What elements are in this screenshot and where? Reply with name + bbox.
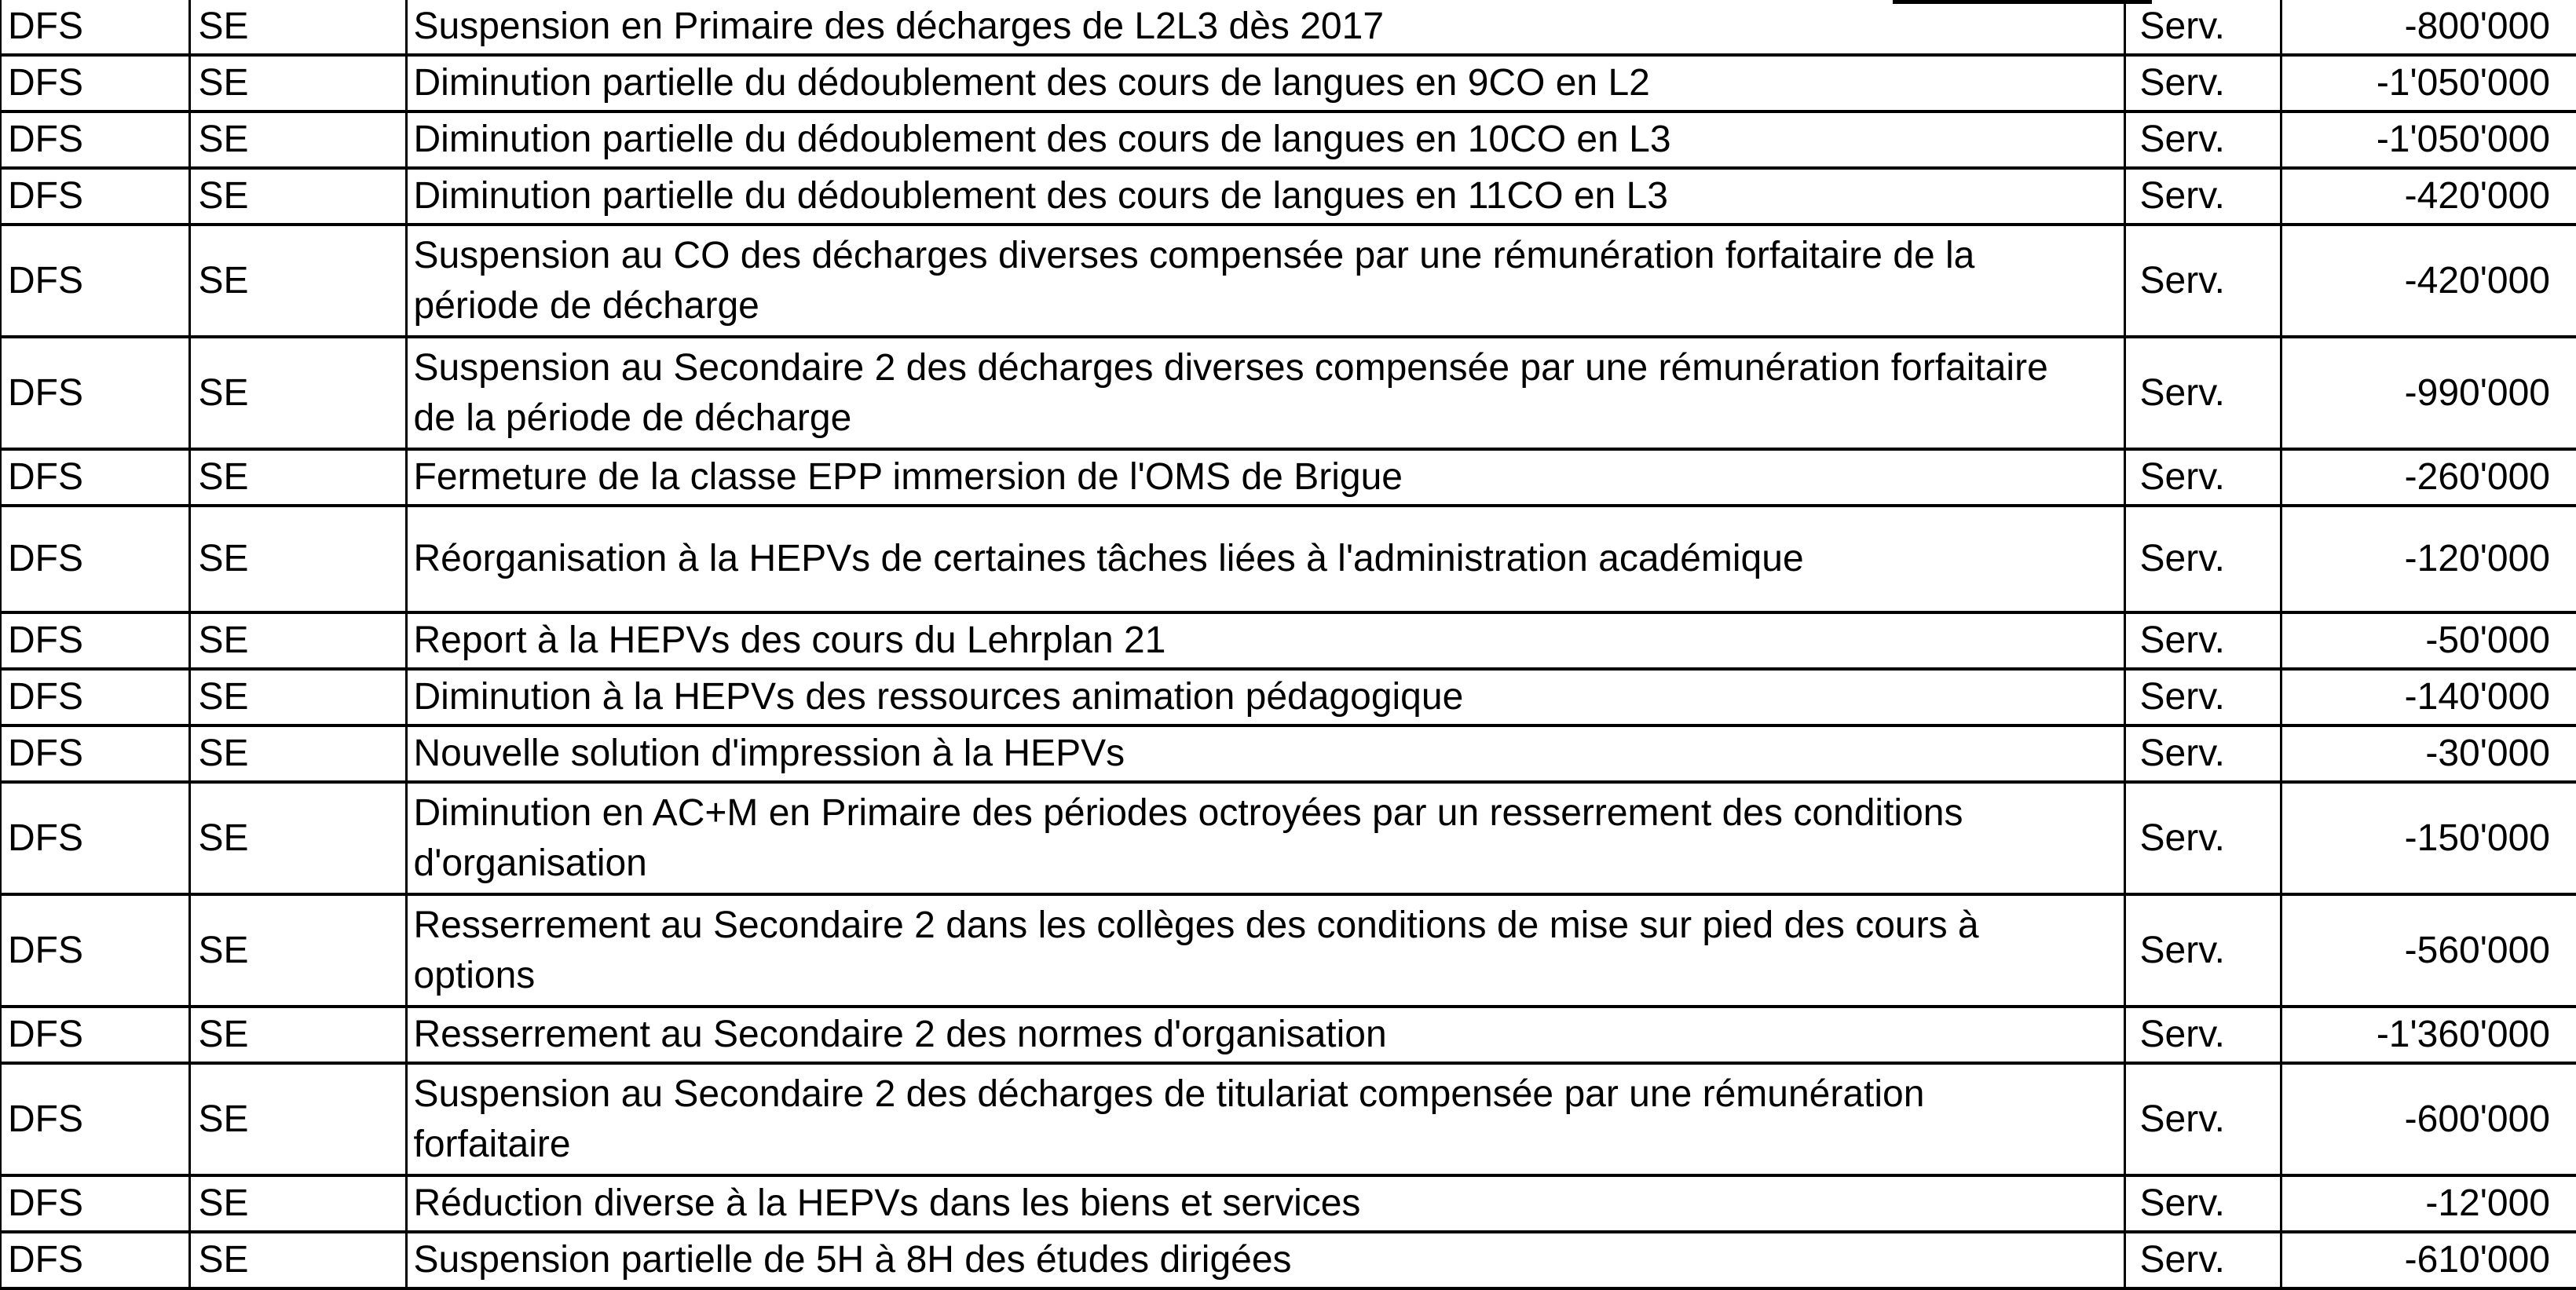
category-cell: Serv. [2124, 55, 2281, 111]
category-cell: Serv. [2124, 1175, 2281, 1232]
service-cell: SE [189, 894, 406, 1007]
description-cell: Nouvelle solution d'impression à la HEPVs [406, 725, 2124, 782]
amount-cell: -140'000 [2281, 669, 2576, 725]
service-cell: SE [189, 449, 406, 506]
department-cell: DFS [1, 168, 189, 225]
description-cell: Réorganisation à la HEPVs de certaines tâches liées à l'administration académique [406, 506, 2124, 612]
amount-cell: -120'000 [2281, 506, 2576, 612]
description-cell: Diminution partielle du dédoublement des cours de langues en 9CO en L2 [406, 55, 2124, 111]
category-cell: Serv. [2124, 894, 2281, 1007]
category-cell: Serv. [2124, 1232, 2281, 1288]
table-row [1, 1007, 2576, 1063]
description-cell: Diminution partielle du dédoublement des cours de langues en 10CO en L3 [406, 111, 2124, 168]
category-cell: Serv. [2124, 168, 2281, 225]
department-cell: DFS [1, 782, 189, 894]
amount-cell: -610'000 [2281, 1232, 2576, 1288]
category-cell: Serv. [2124, 782, 2281, 894]
department-cell: DFS [1, 894, 189, 1007]
service-cell: SE [189, 782, 406, 894]
amount-cell: -260'000 [2281, 449, 2576, 506]
category-cell: Serv. [2124, 612, 2281, 669]
description-cell: Diminution en AC+M en Primaire des périodes octroyées par un resserrement des conditions d'organisation [406, 782, 2124, 894]
service-cell: SE [189, 1175, 406, 1232]
description-cell: Suspension au CO des décharges diverses compensée par une rémunération forfaitaire de la période de décharge [406, 225, 2124, 337]
table-row [1, 1175, 2576, 1232]
amount-cell: -560'000 [2281, 894, 2576, 1007]
description-cell: Suspension au Secondaire 2 des décharges diverses compensée par une rémunération forfaitaire de la période de décharge [406, 337, 2124, 449]
description-cell: Suspension en Primaire des décharges de L2L3 dès 2017 [406, 0, 2124, 55]
service-cell: SE [189, 1063, 406, 1175]
service-cell: SE [189, 1007, 406, 1063]
amount-cell: -420'000 [2281, 225, 2576, 337]
category-cell: Serv. [2124, 506, 2281, 612]
service-cell: SE [189, 0, 406, 55]
category-cell: Serv. [2124, 1063, 2281, 1175]
table-row [1, 782, 2576, 894]
department-cell: DFS [1, 0, 189, 55]
category-cell: Serv. [2124, 337, 2281, 449]
department-cell: DFS [1, 1175, 189, 1232]
department-cell: DFS [1, 111, 189, 168]
department-cell: DFS [1, 1007, 189, 1063]
service-cell: SE [189, 111, 406, 168]
table-row [1, 612, 2576, 669]
service-cell: SE [189, 612, 406, 669]
amount-cell: -800'000 [2281, 0, 2576, 55]
service-cell: SE [189, 55, 406, 111]
service-cell: SE [189, 225, 406, 337]
amount-cell: -12'000 [2281, 1175, 2576, 1232]
table-row [1, 225, 2576, 337]
amount-cell: -1'050'000 [2281, 111, 2576, 168]
table-row [1, 1232, 2576, 1288]
table-row [1, 725, 2576, 782]
service-cell: SE [189, 168, 406, 225]
category-cell: Serv. [2124, 225, 2281, 337]
description-cell: Report à la HEPVs des cours du Lehrplan 21 [406, 612, 2124, 669]
table-row [1, 111, 2576, 168]
amount-cell: -30'000 [2281, 725, 2576, 782]
description-cell: Resserrement au Secondaire 2 des normes d'organisation [406, 1007, 2124, 1063]
department-cell: DFS [1, 449, 189, 506]
table-row [1, 506, 2576, 612]
budget-table-body [1, 0, 2576, 1288]
table-row [1, 669, 2576, 725]
service-cell: SE [189, 506, 406, 612]
description-cell: Diminution partielle du dédoublement des cours de langues en 11CO en L3 [406, 168, 2124, 225]
table-row [1, 337, 2576, 449]
table-row [1, 0, 2576, 55]
table-row [1, 449, 2576, 506]
amount-cell: -990'000 [2281, 337, 2576, 449]
department-cell: DFS [1, 337, 189, 449]
category-cell: Serv. [2124, 669, 2281, 725]
amount-cell: -50'000 [2281, 612, 2576, 669]
category-cell: Serv. [2124, 111, 2281, 168]
amount-cell: -600'000 [2281, 1063, 2576, 1175]
description-cell: Suspension partielle de 5H à 8H des études dirigées [406, 1232, 2124, 1288]
department-cell: DFS [1, 725, 189, 782]
department-cell: DFS [1, 1063, 189, 1175]
amount-cell: -420'000 [2281, 168, 2576, 225]
table-row [1, 168, 2576, 225]
department-cell: DFS [1, 506, 189, 612]
description-cell: Réduction diverse à la HEPVs dans les biens et services [406, 1175, 2124, 1232]
category-cell: Serv. [2124, 0, 2281, 55]
service-cell: SE [189, 1232, 406, 1288]
category-cell: Serv. [2124, 449, 2281, 506]
description-cell: Suspension au Secondaire 2 des décharges de titulariat compensée par une rémunération forfaitaire [406, 1063, 2124, 1175]
amount-cell: -1'360'000 [2281, 1007, 2576, 1063]
table-row [1, 1063, 2576, 1175]
table-row [1, 894, 2576, 1007]
department-cell: DFS [1, 55, 189, 111]
department-cell: DFS [1, 1232, 189, 1288]
table-row [1, 55, 2576, 111]
amount-cell: -150'000 [2281, 782, 2576, 894]
cropped-row-border-fragment [1893, 0, 2152, 4]
category-cell: Serv. [2124, 725, 2281, 782]
description-cell: Resserrement au Secondaire 2 dans les collèges des conditions de mise sur pied des cours à options [406, 894, 2124, 1007]
service-cell: SE [189, 669, 406, 725]
description-cell: Fermeture de la classe EPP immersion de l'OMS de Brigue [406, 449, 2124, 506]
service-cell: SE [189, 337, 406, 449]
department-cell: DFS [1, 225, 189, 337]
category-cell: Serv. [2124, 1007, 2281, 1063]
description-cell: Diminution à la HEPVs des ressources animation pédagogique [406, 669, 2124, 725]
department-cell: DFS [1, 612, 189, 669]
department-cell: DFS [1, 669, 189, 725]
service-cell: SE [189, 725, 406, 782]
amount-cell: -1'050'000 [2281, 55, 2576, 111]
